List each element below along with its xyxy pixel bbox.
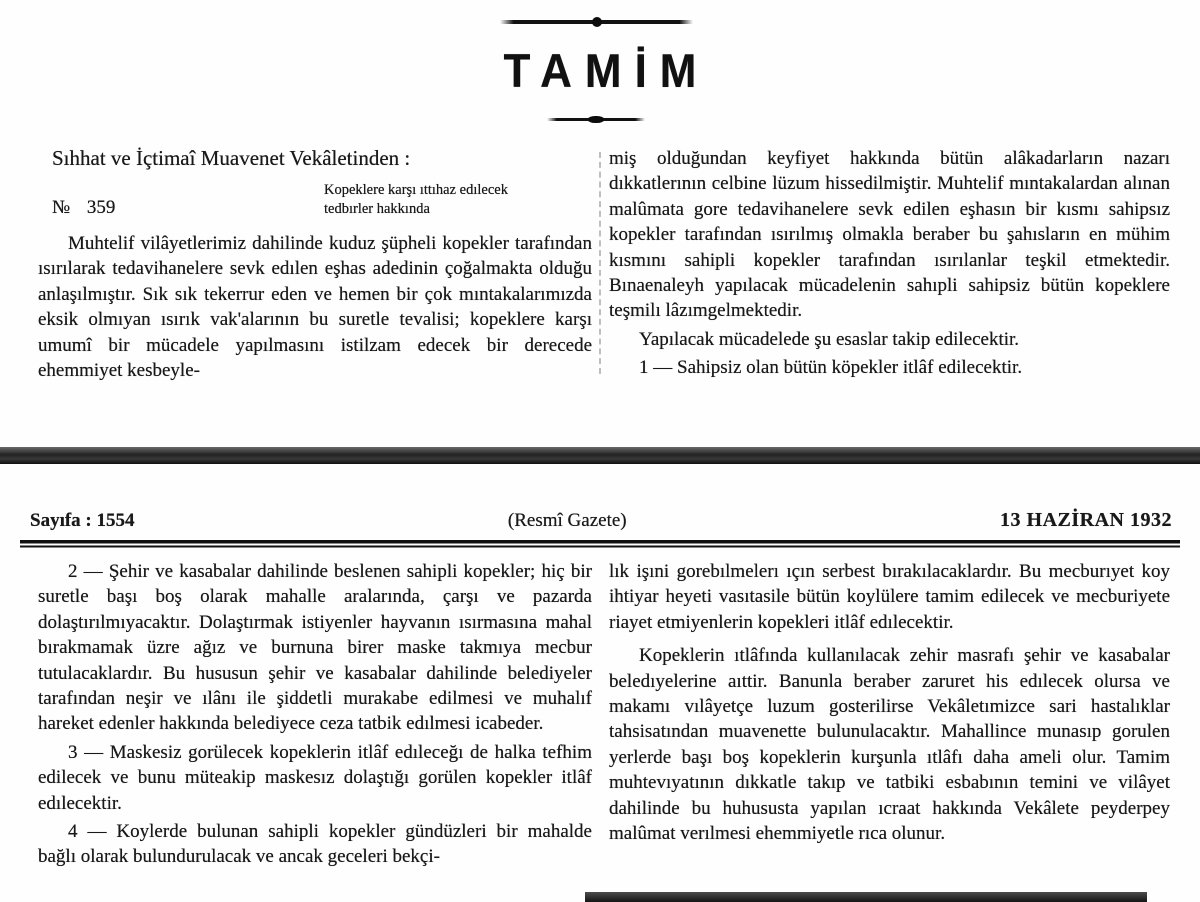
gazette-name-label: (Resmî Gazete): [507, 510, 627, 531]
paragraph-item-1: 1 — Sahipsiz olan bütün köpekler itlâf edilecektir.: [639, 357, 1023, 379]
column-left: [38, 146, 592, 383]
page-separator-band: [0, 447, 1200, 464]
issue-date-label: 13 HAZİRAN 1932: [1000, 509, 1172, 531]
circular-number: № 359: [52, 197, 116, 218]
paragraph: miş olduğundan keyfiyet hakkında bütün alâkadarların nazarı dıkkatlerının celbine lüzum hissedilmiştir. Muhtelif mıntakalardan alınan malûmata gore tedavihanelere sevk edilen eşhasın bir kısmı sahipsız kopekler tarafından ısırılmış olmakla beraber bu şahısların en mühim kısmını sahipli kopekler tarafından ısırılanlar teşkil etmektedir. Bınaenaleyh yapılacak mücadelenin sahıpli sahipsiz bütün kopeklere teşmilı lâzımgelmektedir.: [609, 148, 1170, 322]
page-bottom-band: [585, 892, 1147, 902]
column-right: [609, 146, 1170, 383]
issuing-authority-line: Sıhhat ve İçtimaî Muavenet Vekâletinden :: [52, 146, 411, 170]
ornament-rule-top: [500, 20, 693, 24]
subject-note: [324, 181, 586, 219]
paragraph: Yapılacak mücadelede şu esaslar takip edilecektir.: [639, 328, 1020, 350]
ornament-dot-icon: [592, 17, 602, 27]
column-right: [609, 559, 1170, 870]
header-double-rule: [20, 540, 1180, 549]
ornament-rule-under-title: [547, 118, 645, 121]
paragraph: lık işıni gorebılmelerı ıçın serbest bırakılacaklardır. Bu mecburıyet koy ihtiyar heyeti vasıtasile bütün koylülere tamim edilecek ve mecburiyete riayet etmiyenlerin kopekleri itlâf edılecektir.: [609, 561, 1170, 633]
paragraph-item-2: 2 — Şehir ve kasabalar dahilinde beslenen sahipli kopekler; hiç bir suretle başı boş olarak mahalle aralarında, çarşı ve pazarda dolaştırılmıyacaktır. Dolaştırmak istiyenler hayvanın ısırmasına mahal bırakmamak üzre ağız ve burnuna birer maske takmıya mecbur tutulacaklardır. Bu hususun şehir ve kasabalar dahilinde belediyeler tarafından neşir ve ılânı ile şiddetli murakabe edilmesi ve muhalıf hareket edenler hakkında belediyece ceza tatbik edılmesi icabeder.: [38, 561, 592, 735]
circular-body-section: [38, 146, 1170, 383]
paragraph-item-4: 4 — Koylerde bulunan sahipli kopekler gündüzleri bir mahalde bağlı olarak bulundurulacak ve ancak geceleri bekçi-: [38, 821, 592, 868]
number-and-subject-row: [38, 181, 586, 219]
running-header: [30, 509, 1172, 532]
paragraph: Kopeklerin ıtlâfında kullanılacak zehir masrafı şehir ve kasabalar beledıyelerine aıttir. Banunla beraber zaruret his edılecek olursa ve makamı vılâyetçe luzum gosterilirse Vekâletımizce sari hastalıklar tahsisatından muavenette bulunulacaktır. Mahallince munasıp gorulen yerlerde başı boş kopeklerin kurşunla ıtlâfı daha ameli olur. Tamim muhtevıyatının dıkkatle takıp ve tatbiki esbabının temini ve vilâyet dahilinde bu huhususta yapılan ıcraat hakkında Vekâlete peyderpey malûmat verılmesi ehemmiyetle rıca olunur.: [609, 645, 1170, 845]
page-number-label: Sayıfa : 1554: [30, 510, 135, 531]
paragraph: Muhtelif vilâyetlerimiz dahilinde kuduz şüpheli kopekler tarafından ısırılarak tedavihanelere sevk edılen eşhas adedinin çoğalmakta olduğu anlaşılmıştır. Sık sık tekerrur eden ve hemen bir çok mıntakalarımızda eksik olmıyan ısırık vak'alarının bu suretle tevalisi; kopeklere karşı umumî bir mücadele yapılmasını istilzam edecek bir derecede ehemmiyet kesbeyle-: [38, 233, 592, 382]
document-title: TAMİM: [503, 45, 710, 98]
paragraph-item-3: 3 — Maskesiz gorülecek kopeklerin itlâf edıleceğı de halka tefhim edilecek ve bunu müteakip maskesız dolaştığı gorülen kopekler itlâf edılecektir.: [38, 741, 592, 814]
subject-note-line2: tedbırler hakkında: [324, 201, 430, 217]
subject-note-line1: Kopeklere karşı ıttıhaz edılecek: [324, 182, 508, 198]
ornament-dot-icon: [588, 116, 604, 123]
circular-body-continued-section: [38, 559, 1170, 870]
column-left: [38, 559, 592, 870]
column-divider: [599, 152, 601, 374]
